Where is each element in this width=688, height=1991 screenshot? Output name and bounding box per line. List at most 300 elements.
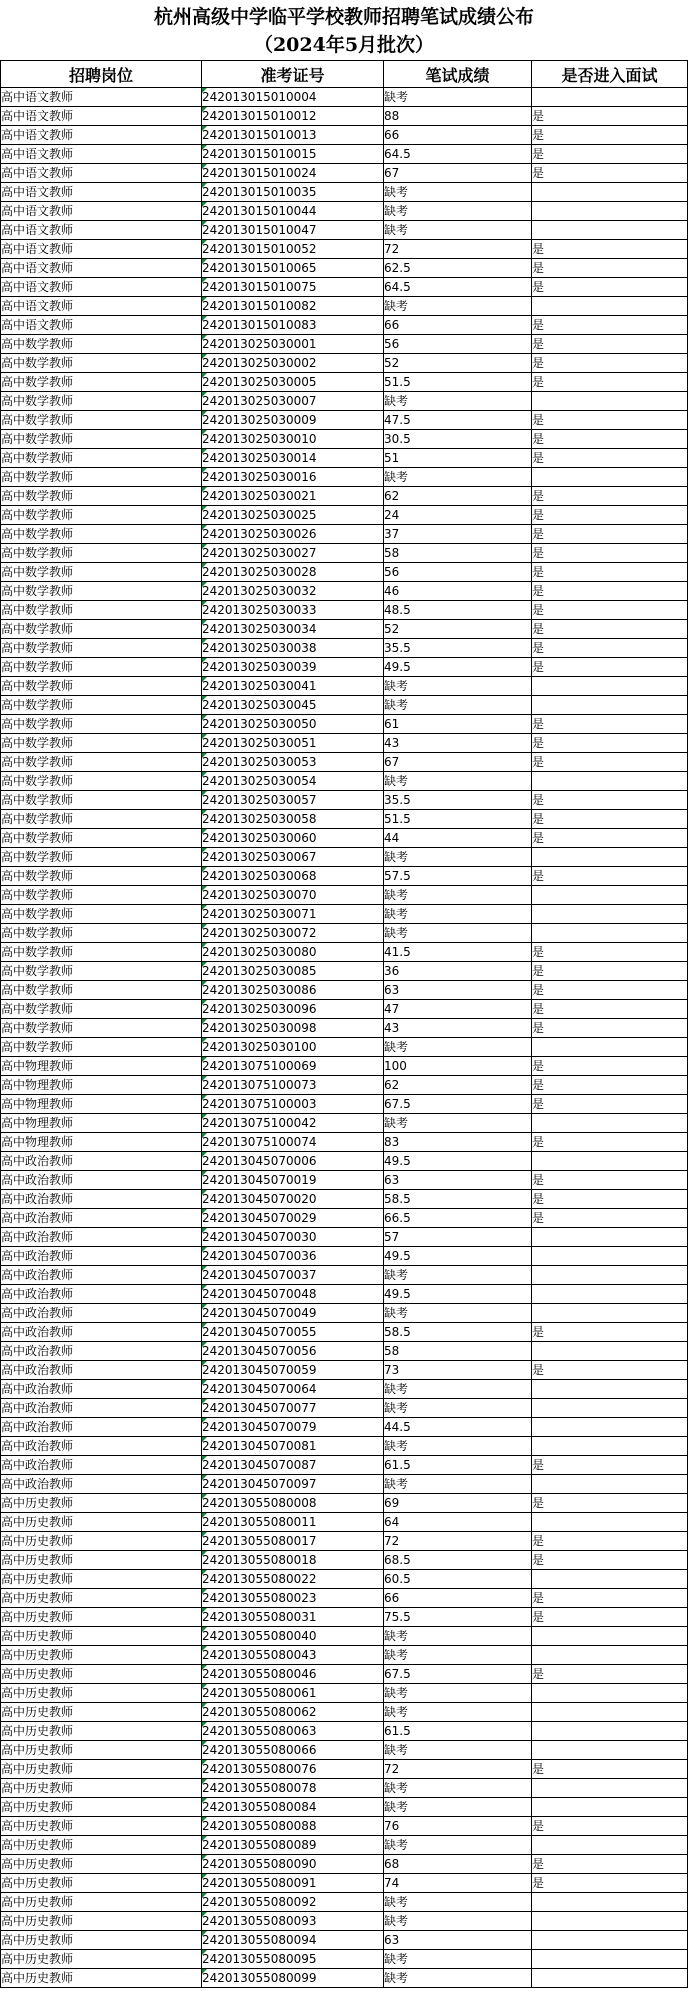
ticket-number-cell: 242013015010052 [202,240,384,259]
table-row [1,1019,688,1038]
score-cell: 47 [384,1000,532,1019]
score-cell: 75.5 [384,1608,532,1627]
score-cell: 缺考 [384,1969,532,1988]
table-row [1,88,688,107]
interview-status-cell [532,1931,688,1950]
post-cell: 高中语文教师 [1,240,202,259]
score-cell: 68 [384,1855,532,1874]
score-cell: 缺考 [384,1038,532,1057]
post-cell: 高中数学教师 [1,449,202,468]
interview-status-cell [532,183,688,202]
score-cell: 52 [384,354,532,373]
score-cell: 57 [384,1228,532,1247]
interview-status-cell: 是 [532,316,688,335]
score-cell: 48.5 [384,601,532,620]
table-row [1,810,688,829]
interview-status-cell: 是 [532,1361,688,1380]
score-cell: 37 [384,525,532,544]
ticket-number-cell: 242013045070006 [202,1152,384,1171]
interview-status-cell: 是 [532,487,688,506]
table-row [1,563,688,582]
table-row [1,525,688,544]
table-row [1,1931,688,1950]
interview-status-cell [532,1912,688,1931]
table-row [1,1798,688,1817]
interview-status-cell [532,1893,688,1912]
table-row [1,962,688,981]
post-cell: 高中数学教师 [1,886,202,905]
score-cell: 58 [384,1342,532,1361]
interview-status-cell [532,905,688,924]
score-cell: 66.5 [384,1209,532,1228]
title-line-2: （2024年5月批次） [253,34,435,56]
ticket-number-cell: 242013025030058 [202,810,384,829]
score-cell: 62 [384,1076,532,1095]
ticket-number-cell: 242013025030039 [202,658,384,677]
ticket-number-cell: 242013055080011 [202,1513,384,1532]
ticket-number-cell: 242013055080066 [202,1741,384,1760]
score-cell: 67 [384,164,532,183]
score-cell: 74 [384,1874,532,1893]
table-row [1,392,688,411]
score-cell: 缺考 [384,1779,532,1798]
ticket-number-cell: 242013015010024 [202,164,384,183]
table-row [1,791,688,810]
score-cell: 44.5 [384,1418,532,1437]
table-row [1,1532,688,1551]
table-row [1,1627,688,1646]
post-cell: 高中历史教师 [1,1608,202,1627]
score-cell: 缺考 [384,1304,532,1323]
post-cell: 高中数学教师 [1,867,202,886]
post-cell: 高中历史教师 [1,1646,202,1665]
score-cell: 缺考 [384,772,532,791]
ticket-number-cell: 242013055080076 [202,1760,384,1779]
interview-status-cell [532,696,688,715]
interview-status-cell [532,1380,688,1399]
ticket-number-cell: 242013055080099 [202,1969,384,1988]
interview-status-cell: 是 [532,145,688,164]
post-cell: 高中数学教师 [1,354,202,373]
ticket-number-cell: 242013025030071 [202,905,384,924]
interview-status-cell [532,1684,688,1703]
table-row [1,829,688,848]
table-row [1,373,688,392]
table-row [1,468,688,487]
score-cell: 24 [384,506,532,525]
score-cell: 缺考 [384,1399,532,1418]
table-row [1,943,688,962]
post-cell: 高中数学教师 [1,696,202,715]
table-row [1,1836,688,1855]
table-row [1,297,688,316]
score-cell: 缺考 [384,924,532,943]
ticket-number-cell: 242013025030045 [202,696,384,715]
ticket-number-cell: 242013025030072 [202,924,384,943]
table-row [1,1095,688,1114]
table-row [1,1494,688,1513]
score-cell: 35.5 [384,791,532,810]
post-cell: 高中政治教师 [1,1399,202,1418]
interview-status-cell: 是 [532,1665,688,1684]
post-cell: 高中历史教师 [1,1855,202,1874]
table-row [1,905,688,924]
table-row [1,601,688,620]
ticket-number-cell: 242013025030026 [202,525,384,544]
table-row [1,1855,688,1874]
ticket-number-cell: 242013015010065 [202,259,384,278]
interview-status-cell: 是 [532,620,688,639]
table-row [1,924,688,943]
header-ticket-number: 准考证号 [202,61,384,88]
interview-status-cell: 是 [532,1000,688,1019]
score-cell: 51.5 [384,373,532,392]
table-row [1,620,688,639]
score-cell: 69 [384,1494,532,1513]
table-row [1,1513,688,1532]
table-row [1,487,688,506]
interview-status-cell [532,1304,688,1323]
table-row [1,1418,688,1437]
interview-status-cell: 是 [532,639,688,658]
interview-status-cell [532,1266,688,1285]
post-cell: 高中政治教师 [1,1475,202,1494]
score-cell: 51.5 [384,810,532,829]
score-cell: 72 [384,1532,532,1551]
ticket-number-cell: 242013025030051 [202,734,384,753]
table-row [1,1969,688,1988]
post-cell: 高中政治教师 [1,1437,202,1456]
score-cell: 缺考 [384,1114,532,1133]
interview-status-cell [532,1152,688,1171]
interview-status-cell: 是 [532,1608,688,1627]
ticket-number-cell: 242013075100042 [202,1114,384,1133]
post-cell: 高中历史教师 [1,1494,202,1513]
post-cell: 高中物理教师 [1,1057,202,1076]
score-cell: 62.5 [384,259,532,278]
score-cell: 63 [384,981,532,1000]
table-row [1,1456,688,1475]
table-row [1,1057,688,1076]
interview-status-cell: 是 [532,734,688,753]
interview-status-cell [532,1228,688,1247]
ticket-number-cell: 242013055080063 [202,1722,384,1741]
table-row [1,1038,688,1057]
post-cell: 高中数学教师 [1,487,202,506]
interview-status-cell [532,1038,688,1057]
interview-status-cell: 是 [532,1190,688,1209]
post-cell: 高中数学教师 [1,981,202,1000]
interview-status-cell: 是 [532,240,688,259]
ticket-number-cell: 242013025030070 [202,886,384,905]
ticket-number-cell: 242013045070079 [202,1418,384,1437]
score-cell: 47.5 [384,411,532,430]
score-cell: 44 [384,829,532,848]
post-cell: 高中政治教师 [1,1342,202,1361]
ticket-number-cell: 242013025030002 [202,354,384,373]
ticket-number-cell: 242013025030050 [202,715,384,734]
score-cell: 30.5 [384,430,532,449]
table-row [1,981,688,1000]
interview-status-cell: 是 [532,867,688,886]
score-cell: 缺考 [384,677,532,696]
interview-status-cell: 是 [532,1874,688,1893]
score-cell: 缺考 [384,1627,532,1646]
ticket-number-cell: 242013015010035 [202,183,384,202]
ticket-number-cell: 242013075100069 [202,1057,384,1076]
ticket-number-cell: 242013055080090 [202,1855,384,1874]
ticket-number-cell: 242013045070097 [202,1475,384,1494]
score-cell: 缺考 [384,1912,532,1931]
interview-status-cell: 是 [532,791,688,810]
table-row [1,335,688,354]
post-cell: 高中历史教师 [1,1684,202,1703]
score-cell: 41.5 [384,943,532,962]
interview-status-cell [532,1285,688,1304]
interview-status-cell [532,1475,688,1494]
ticket-number-cell: 242013025030007 [202,392,384,411]
ticket-number-cell: 242013015010075 [202,278,384,297]
post-cell: 高中语文教师 [1,145,202,164]
post-cell: 高中政治教师 [1,1209,202,1228]
table-row [1,1703,688,1722]
ticket-number-cell: 242013025030005 [202,373,384,392]
score-cell: 缺考 [384,202,532,221]
interview-status-cell [532,1722,688,1741]
post-cell: 高中历史教师 [1,1627,202,1646]
interview-status-cell: 是 [532,715,688,734]
ticket-number-cell: 242013055080078 [202,1779,384,1798]
score-cell: 57.5 [384,867,532,886]
interview-status-cell [532,202,688,221]
ticket-number-cell: 242013025030068 [202,867,384,886]
score-cell: 缺考 [384,297,532,316]
interview-status-cell [532,1798,688,1817]
table-row [1,145,688,164]
interview-status-cell: 是 [532,1076,688,1095]
interview-status-cell [532,1399,688,1418]
score-cell: 缺考 [384,848,532,867]
ticket-number-cell: 242013055080091 [202,1874,384,1893]
score-cell: 67.5 [384,1665,532,1684]
ticket-number-cell: 242013055080084 [202,1798,384,1817]
interview-status-cell [532,886,688,905]
header-written-score: 笔试成绩 [384,61,532,88]
ticket-number-cell: 242013045070087 [202,1456,384,1475]
score-cell: 67.5 [384,1095,532,1114]
ticket-number-cell: 242013045070077 [202,1399,384,1418]
header-interview-status: 是否进入面试 [532,61,688,88]
post-cell: 高中历史教师 [1,1722,202,1741]
interview-status-cell [532,1646,688,1665]
table-row [1,1665,688,1684]
score-cell: 83 [384,1133,532,1152]
score-cell: 46 [384,582,532,601]
interview-status-cell: 是 [532,981,688,1000]
ticket-number-cell: 242013055080092 [202,1893,384,1912]
score-cell: 66 [384,1589,532,1608]
table-row [1,886,688,905]
post-cell: 高中历史教师 [1,1570,202,1589]
post-cell: 高中历史教师 [1,1836,202,1855]
post-cell: 高中政治教师 [1,1304,202,1323]
ticket-number-cell: 242013025030060 [202,829,384,848]
table-row [1,1874,688,1893]
table-row [1,677,688,696]
interview-status-cell: 是 [532,601,688,620]
score-cell: 60.5 [384,1570,532,1589]
score-cell: 缺考 [384,221,532,240]
post-cell: 高中数学教师 [1,829,202,848]
interview-status-cell: 是 [532,753,688,772]
score-cell: 缺考 [384,1646,532,1665]
table-row [1,1076,688,1095]
ticket-number-cell: 242013055080031 [202,1608,384,1627]
table-row [1,1437,688,1456]
post-cell: 高中数学教师 [1,924,202,943]
ticket-number-cell: 242013055080062 [202,1703,384,1722]
interview-status-cell: 是 [532,1019,688,1038]
table-row [1,354,688,373]
ticket-number-cell: 242013045070036 [202,1247,384,1266]
ticket-number-cell: 242013055080022 [202,1570,384,1589]
ticket-number-cell: 242013025030009 [202,411,384,430]
post-cell: 高中语文教师 [1,221,202,240]
interview-status-cell: 是 [532,335,688,354]
table-row [1,1114,688,1133]
table-row [1,1760,688,1779]
score-cell: 缺考 [384,392,532,411]
post-cell: 高中政治教师 [1,1190,202,1209]
interview-status-cell: 是 [532,582,688,601]
post-cell: 高中历史教师 [1,1912,202,1931]
ticket-number-cell: 242013045070059 [202,1361,384,1380]
ticket-number-cell: 242013025030010 [202,430,384,449]
ticket-number-cell: 242013025030054 [202,772,384,791]
interview-status-cell [532,1418,688,1437]
ticket-number-cell: 242013025030053 [202,753,384,772]
ticket-number-cell: 242013055080089 [202,1836,384,1855]
score-cell: 61 [384,715,532,734]
score-cell: 35.5 [384,639,532,658]
table-row [1,582,688,601]
score-cell: 缺考 [384,1266,532,1285]
table-row [1,1684,688,1703]
interview-status-cell: 是 [532,449,688,468]
table-row [1,316,688,335]
interview-status-cell: 是 [532,1760,688,1779]
table-row [1,1646,688,1665]
ticket-number-cell: 242013025030034 [202,620,384,639]
post-cell: 高中政治教师 [1,1228,202,1247]
interview-status-cell [532,221,688,240]
table-row [1,430,688,449]
score-cell: 缺考 [384,88,532,107]
table-row [1,1152,688,1171]
table-row [1,1722,688,1741]
post-cell: 高中政治教师 [1,1171,202,1190]
post-cell: 高中语文教师 [1,202,202,221]
post-cell: 高中语文教师 [1,107,202,126]
interview-status-cell: 是 [532,1855,688,1874]
table-row [1,1475,688,1494]
table-row [1,126,688,145]
interview-status-cell [532,1969,688,1988]
interview-status-cell [532,1703,688,1722]
interview-status-cell [532,1836,688,1855]
table-row [1,278,688,297]
table-row [1,715,688,734]
post-cell: 高中数学教师 [1,848,202,867]
post-cell: 高中数学教师 [1,525,202,544]
ticket-number-cell: 242013045070055 [202,1323,384,1342]
score-cell: 缺考 [384,183,532,202]
interview-status-cell: 是 [532,506,688,525]
ticket-number-cell: 242013055080094 [202,1931,384,1950]
table-row [1,848,688,867]
score-cell: 36 [384,962,532,981]
interview-status-cell: 是 [532,525,688,544]
ticket-number-cell: 242013025030028 [202,563,384,582]
interview-status-cell [532,1950,688,1969]
ticket-number-cell: 242013025030096 [202,1000,384,1019]
score-cell: 52 [384,620,532,639]
post-cell: 高中政治教师 [1,1285,202,1304]
ticket-number-cell: 242013025030016 [202,468,384,487]
ticket-number-cell: 242013015010015 [202,145,384,164]
score-cell: 64.5 [384,278,532,297]
table-row [1,1570,688,1589]
interview-status-cell: 是 [532,278,688,297]
score-cell: 缺考 [384,1684,532,1703]
post-cell: 高中历史教师 [1,1798,202,1817]
score-cell: 58.5 [384,1190,532,1209]
table-row [1,107,688,126]
post-cell: 高中数学教师 [1,1000,202,1019]
interview-status-cell: 是 [532,1133,688,1152]
score-cell: 49.5 [384,1285,532,1304]
score-cell: 缺考 [384,1836,532,1855]
interview-status-cell: 是 [532,126,688,145]
post-cell: 高中数学教师 [1,620,202,639]
table-row [1,221,688,240]
interview-status-cell [532,1342,688,1361]
ticket-number-cell: 242013045070081 [202,1437,384,1456]
post-cell: 高中物理教师 [1,1133,202,1152]
table-row [1,240,688,259]
interview-status-cell [532,677,688,696]
post-cell: 高中数学教师 [1,1019,202,1038]
post-cell: 高中历史教师 [1,1969,202,1988]
interview-status-cell: 是 [532,1532,688,1551]
header-post: 招聘岗位 [1,61,202,88]
score-cell: 63 [384,1171,532,1190]
ticket-number-cell: 242013025030025 [202,506,384,525]
post-cell: 高中数学教师 [1,601,202,620]
post-cell: 高中语文教师 [1,259,202,278]
ticket-number-cell: 242013025030032 [202,582,384,601]
score-cell: 56 [384,335,532,354]
post-cell: 高中数学教师 [1,563,202,582]
post-cell: 高中数学教师 [1,658,202,677]
interview-status-cell: 是 [532,1494,688,1513]
ticket-number-cell: 242013015010083 [202,316,384,335]
table-row [1,202,688,221]
post-cell: 高中语文教师 [1,183,202,202]
score-cell: 51 [384,449,532,468]
table-row [1,1399,688,1418]
post-cell: 高中语文教师 [1,126,202,145]
